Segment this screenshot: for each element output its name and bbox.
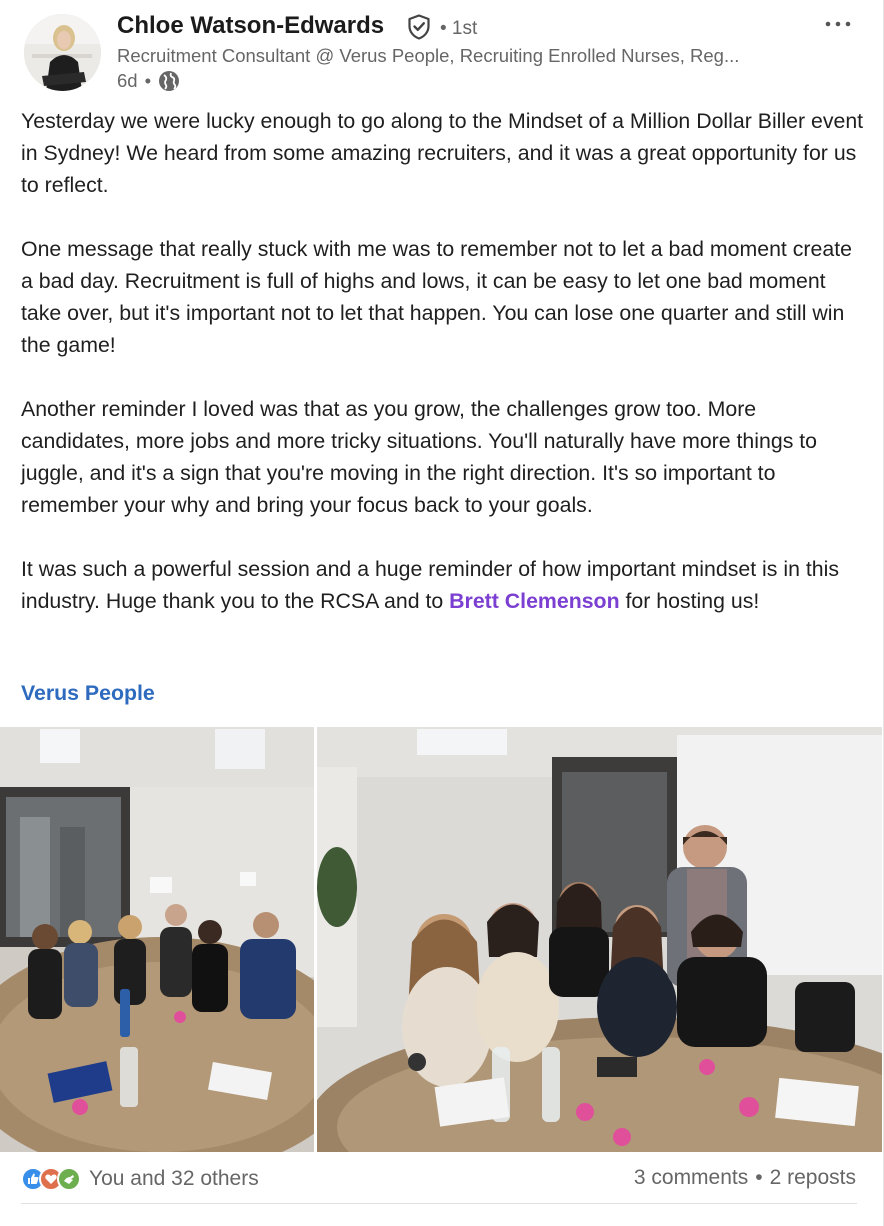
avatar-photo bbox=[24, 14, 101, 91]
author-headline: Recruitment Consultant @ Verus People, Recruiting Enrolled Nurses, Reg... bbox=[117, 45, 740, 66]
mention-link[interactable]: Brett Clemenson bbox=[449, 589, 620, 613]
counts-separator: • bbox=[755, 1166, 763, 1189]
globe-icon bbox=[158, 70, 180, 92]
comments-count-link[interactable]: 3 comments bbox=[633, 1166, 749, 1189]
post-time: 6d bbox=[117, 70, 138, 91]
post-meta bbox=[117, 69, 180, 93]
post-text-segment: for hosting us! bbox=[619, 589, 760, 613]
post-paragraph bbox=[21, 553, 866, 617]
more-options-icon[interactable] bbox=[822, 12, 854, 36]
reactions-count[interactable]: You and 32 others bbox=[89, 1167, 259, 1190]
group-photo bbox=[317, 727, 882, 1152]
post-paragraph: One message that really stuck with me was to remember not to let a bad moment create a bad day. Recruitment is full of highs and lows, it can be easy to let one bad moment take over, but it's important not to let that happen. You can lose one quarter and still win the game! bbox=[21, 237, 852, 357]
post-photo-2[interactable] bbox=[317, 727, 882, 1152]
verified-shield-icon bbox=[407, 14, 431, 40]
author-name[interactable]: Chloe Watson-Edwards bbox=[117, 12, 385, 39]
author-avatar[interactable] bbox=[24, 14, 101, 91]
social-counts bbox=[634, 1166, 856, 1190]
meta-separator: • bbox=[144, 70, 152, 91]
post-text-segment: It was such a powerful session and a huge reminder of how important mindset is in this industry. Huge thank you to the RCSA and to bbox=[21, 557, 839, 613]
support-icon bbox=[57, 1167, 81, 1191]
post-paragraph: Another reminder I loved was that as you grow, the challenges grow too. More candidates, more jobs and more tricky situations. You'll naturally have more things to juggle, and it's a sign that you're moving in the right direction. It's so important to remember your why and bring your focus back to your goals. bbox=[21, 397, 818, 517]
connection-degree: • 1st bbox=[440, 18, 478, 39]
reposts-count-link[interactable]: 2 reposts bbox=[769, 1166, 856, 1189]
post-photo-1[interactable] bbox=[0, 727, 314, 1152]
footer-divider bbox=[21, 1203, 857, 1204]
reactions-summary[interactable] bbox=[21, 1166, 259, 1192]
post-text bbox=[21, 105, 866, 649]
meeting-room-photo bbox=[0, 727, 314, 1152]
company-mention-link[interactable]: Verus People bbox=[21, 681, 155, 705]
post-paragraph: Yesterday we were lucky enough to go along to the Mindset of a Million Dollar Biller event in Sydney! We heard from some amazing recruiters, and it was a great opportunity for us to reflect. bbox=[21, 109, 864, 197]
